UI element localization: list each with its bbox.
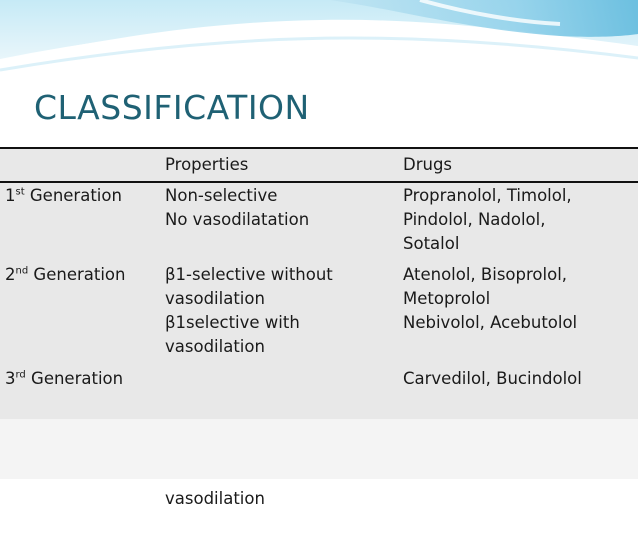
property-line: vasodilation: [165, 337, 265, 356]
footer-band: [0, 419, 638, 479]
drug-line: Pindolol, Nadolol,: [403, 210, 546, 229]
generation-suffix: st: [15, 186, 25, 198]
property-line: vasodilation: [165, 289, 265, 308]
drug-line: Metoprolol: [403, 289, 491, 308]
wave-graphic: [0, 0, 638, 80]
row-3-generation: [5, 367, 123, 391]
generation-suffix: nd: [15, 265, 29, 277]
table-top-rule: [0, 147, 638, 149]
row-2-properties: [165, 263, 333, 359]
generation-number: 3: [5, 369, 16, 388]
drug-line: Atenolol, Bisoprolol,: [403, 265, 568, 284]
generation-number: 2: [5, 265, 16, 284]
row-3-drugs: [403, 367, 582, 391]
property-line: β1selective with: [165, 313, 300, 332]
header-drugs: Drugs: [403, 155, 453, 174]
table-header-rule: [0, 181, 638, 183]
decorative-wave-banner: [0, 0, 638, 80]
slide-title: CLASSIFICATION: [34, 88, 310, 127]
row-2-generation: [5, 263, 125, 287]
generation-word: Generation: [24, 186, 122, 205]
drug-line: Propranolol, Timolol,: [403, 186, 572, 205]
row-1-properties: [165, 184, 309, 232]
property-line: vasodilation: [165, 489, 265, 508]
drug-line: Carvedilol, Bucindolol: [403, 369, 582, 388]
generation-word: Generation: [28, 265, 126, 284]
row-2-drugs: [403, 263, 577, 335]
drug-line: Sotalol: [403, 234, 460, 253]
row-1-generation: [5, 184, 122, 208]
classification-table: [0, 147, 638, 508]
generation-word: Generation: [25, 369, 124, 388]
property-line: β1-selective without: [165, 265, 333, 284]
generation-number: 1: [5, 186, 16, 205]
generation-suffix: rd: [15, 369, 26, 381]
drug-line: Nebivolol, Acebutolol: [403, 313, 578, 332]
property-line: No vasodilatation: [165, 210, 310, 229]
row-1-drugs: [403, 184, 572, 256]
header-properties: Properties: [165, 155, 249, 174]
property-line: Non-selective: [165, 186, 278, 205]
